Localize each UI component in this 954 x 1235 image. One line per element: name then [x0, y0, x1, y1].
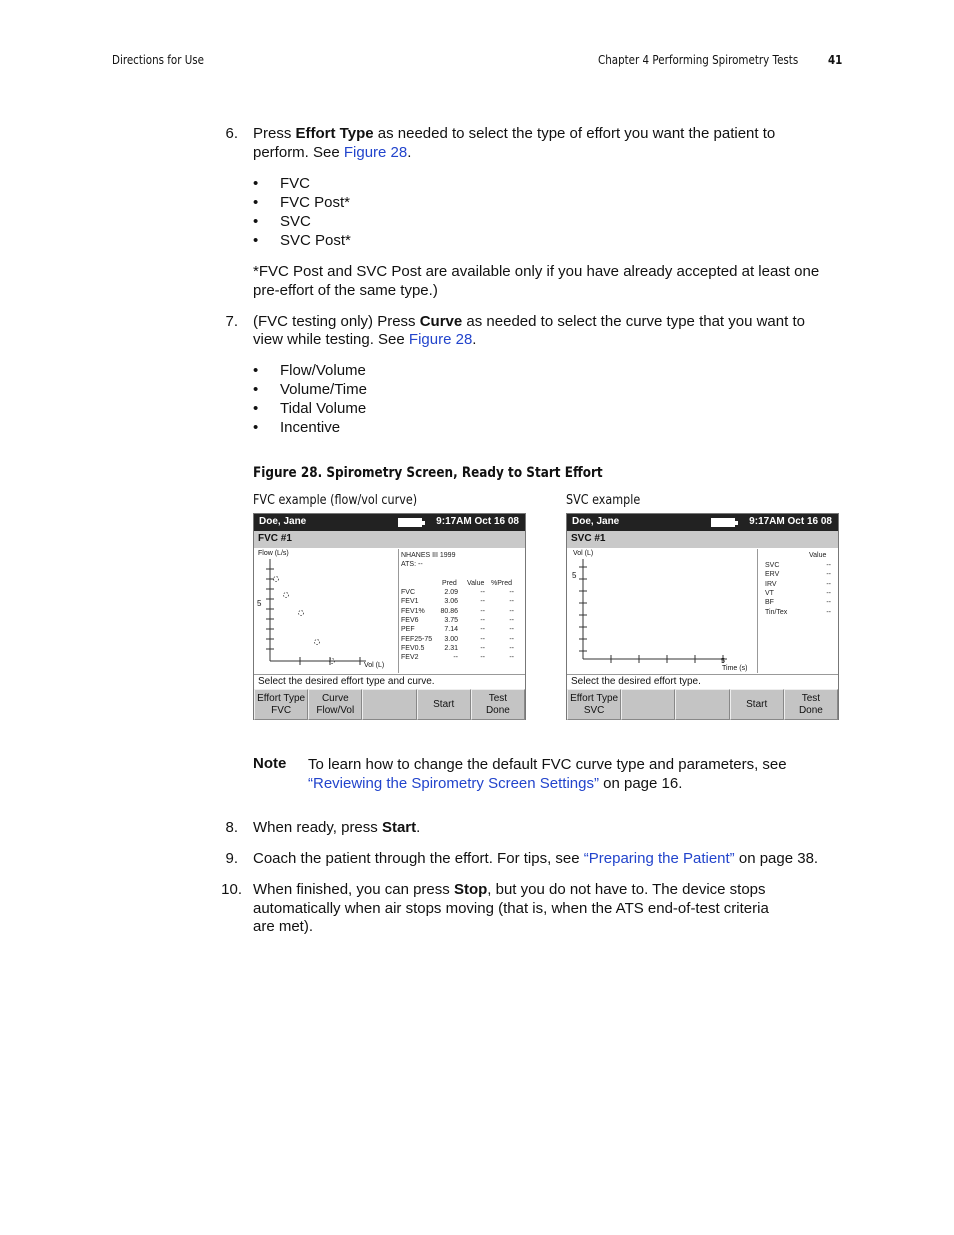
blank-softkey[interactable] [675, 689, 729, 720]
figure-title: Figure 28. Spirometry Screen, Ready to Start Effort [253, 465, 603, 481]
effort-type-button[interactable]: Effort Type SVC [567, 689, 621, 720]
table-row-label: ERV [765, 571, 780, 579]
volume-time-plot [569, 549, 758, 673]
table-cell: -- [826, 571, 831, 579]
blank-softkey[interactable] [362, 689, 416, 720]
flow-volume-graph [256, 549, 398, 673]
running-header-chapter: Chapter 4 Performing Spirometry Tests [598, 53, 799, 67]
clock: 9:17AM Oct 16 08 [749, 516, 832, 527]
step-10-line-3: are met). [253, 918, 314, 935]
page-number: 41 [828, 53, 843, 67]
table-row-label: BF [765, 599, 774, 607]
list-item: SVC Post* [280, 232, 351, 249]
y-axis-label: Vol (L) [573, 550, 594, 557]
screen-header-bar [254, 514, 525, 531]
bullet-icon: • [253, 419, 259, 436]
bullet-icon: • [253, 381, 259, 398]
start-button[interactable]: Start [417, 689, 471, 720]
list-item: FVC Post* [280, 194, 351, 211]
test-title-bar [254, 531, 525, 548]
table-cell: -- [509, 626, 514, 634]
table-cell: 2.09 [444, 589, 458, 596]
step-number: 6. [225, 125, 238, 142]
table-cell: -- [509, 635, 514, 643]
battery-icon [711, 518, 735, 527]
table-cell: 80.86 [440, 607, 458, 615]
bullet-icon: • [253, 362, 259, 379]
table-row-label: FEV1 [401, 598, 419, 606]
test-done-button[interactable]: Test Done [471, 689, 525, 720]
x-axis-label: Time (s) [722, 665, 748, 672]
table-cell: -- [826, 589, 831, 597]
preparing-patient-link[interactable]: “Preparing the Patient” [583, 850, 735, 867]
test-title-bar [567, 531, 838, 548]
column-header: Pred [442, 580, 457, 587]
bullet-icon: • [253, 194, 259, 211]
table-cell: 2.31 [444, 644, 458, 652]
table-row-label: SVC [765, 562, 780, 569]
table-cell: -- [826, 599, 831, 607]
table-cell: -- [826, 562, 831, 569]
table-cell: -- [826, 608, 831, 616]
patient-name: Doe, Jane [572, 516, 620, 527]
table-cell: 7.14 [444, 626, 458, 634]
y-tick-label: 5 [572, 571, 577, 580]
list-item: Incentive [280, 419, 341, 436]
list-item: SVC [280, 213, 311, 230]
softkey-bar [567, 689, 838, 720]
step-7-line-2: view while testing. See Figure 28. [253, 331, 477, 348]
volume-time-graph [569, 549, 757, 673]
fvc-caption: FVC example (flow/vol curve) [253, 493, 418, 508]
column-header: Value [467, 580, 485, 587]
softkey-bar [254, 689, 525, 720]
table-cell: -- [480, 616, 485, 624]
table-cell: -- [509, 644, 514, 652]
table-cell: -- [453, 654, 458, 662]
settings-link[interactable]: “Reviewing the Spirometry Screen Settings” [308, 775, 599, 792]
table-cell: -- [480, 644, 485, 652]
list-item: Volume/Time [280, 381, 367, 398]
column-header: Value [809, 552, 827, 559]
effort-type-button[interactable]: Effort Type FVC [254, 689, 308, 720]
table-cell: -- [826, 580, 831, 588]
table-cell: 3.06 [444, 598, 458, 606]
bullet-icon: • [253, 175, 259, 192]
x-axis-label: Vol (L) [364, 662, 385, 669]
bullet-icon: • [253, 232, 259, 249]
start-button[interactable]: Start [730, 689, 784, 720]
step-number: 8. [225, 819, 238, 836]
table-row-label: VT [765, 589, 774, 597]
bullet-icon: • [253, 213, 259, 230]
ats-label: ATS: -- [401, 561, 423, 568]
column-header: %Pred [491, 580, 513, 587]
step-9-text: Coach the patient through the effort. For tips, see “Preparing the Patient” on page 38. [253, 850, 819, 867]
test-title: FVC #1 [258, 533, 292, 544]
footnote-line-2: pre-effort of the same type.) [253, 282, 438, 299]
figure-28-link[interactable]: Figure 28 [343, 144, 408, 161]
step-7-line-1: (FVC testing only) Press Curve as needed to select the curve type that you want to [253, 313, 805, 330]
table-cell: -- [509, 589, 514, 596]
predicted-values-table [401, 551, 521, 671]
step-6-line-1: Press Effort Type as needed to select the type of effort you want the patient to [253, 125, 776, 142]
table-row-label: FVC [401, 589, 415, 596]
status-message: Select the desired effort type and curve. [254, 674, 525, 689]
table-cell: -- [480, 589, 485, 596]
step-10-line-1: When finished, you can press Stop, but you do not have to. The device stops [253, 881, 766, 898]
blank-softkey[interactable] [621, 689, 675, 720]
svc-caption: SVC example [566, 493, 641, 508]
norms-label: NHANES III 1999 [401, 552, 456, 559]
table-row-label: FEV2 [401, 654, 419, 662]
step-number: 10. [221, 881, 242, 898]
table-cell: 3.00 [444, 635, 458, 643]
list-item: Tidal Volume [280, 400, 367, 417]
table-cell: -- [509, 616, 514, 624]
figure-28-link[interactable]: Figure 28 [408, 331, 473, 348]
clock: 9:17AM Oct 16 08 [436, 516, 519, 527]
flow-volume-plot [256, 549, 399, 673]
table-row-label: FEV0.5 [401, 644, 425, 652]
table-cell: -- [480, 654, 485, 662]
fvc-device-screen [253, 513, 526, 720]
table-cell: -- [480, 598, 485, 606]
table-cell: 3.75 [444, 616, 458, 624]
svc-device-screen [566, 513, 839, 720]
table-row-label: IRV [765, 580, 777, 588]
battery-icon [398, 518, 422, 527]
x-tick-label: 5 [721, 658, 725, 665]
list-item: Flow/Volume [280, 362, 366, 379]
svc-values-table [763, 551, 833, 671]
table-cell: -- [509, 654, 514, 662]
note-line-1: To learn how to change the default FVC curve type and parameters, see [308, 756, 787, 773]
list-item: FVC [280, 175, 310, 192]
step-number: 9. [225, 850, 238, 867]
table-cell: -- [509, 607, 514, 615]
table-row-label: Tin/Tex [765, 608, 788, 616]
screen-header-bar [567, 514, 838, 531]
y-axis-label: Flow (L/s) [258, 550, 289, 557]
step-8-text: When ready, press Start. [253, 819, 421, 836]
table-row-label: PEF [401, 626, 415, 634]
step-6-line-2: perform. See Figure 28. [253, 144, 412, 161]
table-row-label: FEV1% [401, 607, 425, 615]
note-line-2: “Reviewing the Spirometry Screen Settings” on page 16. [308, 775, 683, 792]
table-row-label: FEV6 [401, 616, 419, 624]
table-cell: -- [480, 626, 485, 634]
test-title: SVC #1 [571, 533, 606, 544]
note-label: Note [253, 755, 287, 772]
table-cell: -- [480, 607, 485, 615]
y-tick-label: 5 [257, 599, 262, 608]
footnote-line-1: *FVC Post and SVC Post are available only if you have already accepted at least one [253, 263, 820, 280]
table-cell: -- [480, 635, 485, 643]
table-row-label: FEF25-75 [401, 635, 433, 643]
step-number: 7. [225, 313, 238, 330]
bullet-icon: • [253, 400, 259, 417]
patient-name: Doe, Jane [259, 516, 307, 527]
step-10-line-2: automatically when air stops moving (that is, when the ATS end-of-test criteria [253, 900, 769, 917]
curve-button[interactable]: Curve Flow/Vol [308, 689, 362, 720]
table-cell: -- [509, 598, 514, 606]
test-done-button[interactable]: Test Done [784, 689, 838, 720]
status-message: Select the desired effort type. [567, 674, 838, 689]
running-header-left: Directions for Use [112, 53, 205, 67]
